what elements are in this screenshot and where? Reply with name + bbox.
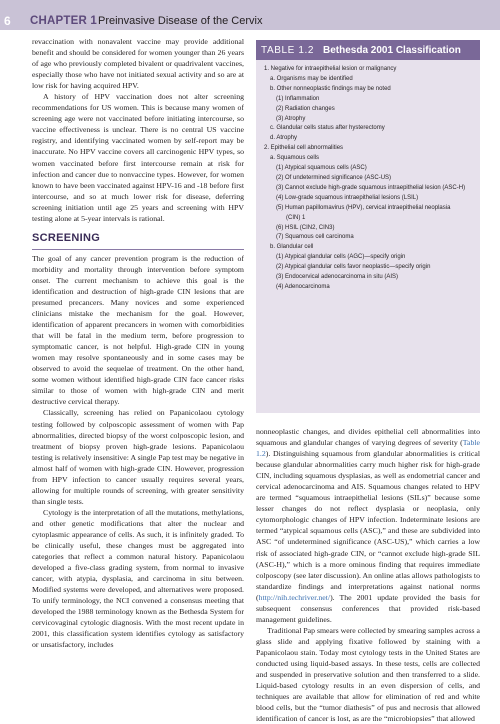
table-label: TABLE 1.2 [261, 45, 315, 56]
left-column [32, 36, 244, 650]
table-item: (CIN) 1 [286, 214, 306, 221]
table-item: b. Glandular cell [270, 244, 314, 251]
table-item: (3) Atrophy [276, 115, 306, 122]
paragraph: Cytology is the interpretation of all the mutations, methylations, and other genetic modifications that alter the nuclear and cytoplasmic appearance of cells. As such, it is infinitely graded. To be clinically useful, these changes must be aggregated into categories that reflect a common natural history. Papanicolaou developed a five-class grading system, from normal to invasive cancer, with atypia, dysplasia, and carcinoma in situ between. Modified systems were developed, and alternatives were proposed. To unify terminology, the NCI convened a consensus meeting that developed the 1988 terminology known as the Bethesda System for cervicovaginal cytologic diagnosis. With the most recent update in 2001, this classification system identifies cytology as satisfactory or unsatisfactory, includes [32, 507, 244, 650]
table-list [264, 65, 476, 293]
paragraph [256, 426, 480, 625]
table-header [256, 40, 480, 60]
paragraph: A history of HPV vaccination does not alter screening recommendations for US women. This is because many women of screening age were not vaccinated before initiating intercourse, so vaccine effectiveness is unclear. There is no central US vaccine registry, and identifying vaccinated women by self-report may be inaccurate. No HPV vaccine covers all carcinogenic HPV types, so women vaccinated before first intercourse remain at risk for infection and cancer due to nonvaccine types. However, for women known to have been vaccinated against HPV-16 and -18 before first intercourse, and so at much lower risk for disease, deferring screening initiation until age 25 years and screening with HPV testing alone at 5-year intervals is rational. [32, 92, 244, 223]
table-item: (1) Atypical squamous cells (ASC) [276, 165, 367, 172]
section-rule [32, 249, 244, 250]
chapter-label: CHAPTER 1 [30, 15, 97, 27]
table-item: a. Squamous cells [270, 155, 320, 162]
table-item: (4) Low-grade squamous intraepithelial lesions (LSIL) [276, 194, 419, 201]
table-item: c. Glandular cells status after hysterectomy [270, 125, 385, 132]
table-item: b. Other nonneoplastic findings may be noted [270, 85, 391, 92]
text-run: ). Distinguishing squamous from glandular abnormalities is critical because glandular abnormalities carry much higher risk for high-grade CIN, including squamous dysplasias, as well as endometrial cancer and cervical adenocarcinoma and AIS. Squamous changes related to HPV are termed “squamous intraepithelial lesions (SILs)” because some lesser changes do not reflect dysplasia or neoplasia, only cytomorphologic changes of HPV infection. Indeterminate lesions are termed “atypical squamous cells (ASC),” and these are subdivided into ASC “of undetermined significance (ASC-US),” which carries a low risk of associated high-grade CIN, or “cannot exclude high-grade SIL (ASC-H),” which is a more ominous finding that requires immediate colposcopy (see later discussion). An online atlas allows pathologists to standardize findings and interpretations against national norms ( [256, 449, 480, 602]
table-item: (3) Cannot exclude high-grade squamous intraepithelial lesion (ASC-H) [276, 184, 466, 191]
table-item: (2) Atypical glandular cells favor neoplastic—specify origin [276, 264, 431, 271]
chapter-title: Preinvasive Disease of the Cervix [98, 15, 263, 27]
bethesda-table [256, 40, 480, 413]
table-item: (1) Inflammation [276, 95, 320, 102]
paragraph: The goal of any cancer prevention program is the reduction of morbidity and mortality through intervention before symptom onset. The current mechanism to achieve this goal is the identification and destruction of high-grade CIN lesions that are presumed precancers. Many novices and some experienced clinicians mistake the mechanism for the goal. However, identification of apparent precancers in women with comorbidities that will be fatal in the medium term, before progression to symptomatic cancer, is not helpful. High-grade CIN in young women may resolve spontaneously and in some cases may be observed to avoid the sequelae of treatment. On the other hand, some women without identified high-grade CIN face cancer risks similar to those of women with high-grade CIN and merit destructive cervical therapy. [32, 253, 244, 407]
paragraph: Classically, screening has relied on Papanicolaou cytology testing followed by colposcopic assessment of women with Pap abnormalities, directed biopsy of the worst colposcopic lesion, and treatment of biopsy proven high-grade lesions. Papanicolaou testing is relatively insensitive: A single Pap test may be negative in almost half of women with high-grade CIN. However, progression from HPV infection to cancer usually requires several years, allowing for multiple rounds of screening, with greater sensitivity than single tests. [32, 408, 244, 506]
page-number: 6 [4, 14, 11, 28]
table-item: (2) Of undetermined significance (ASC-US) [276, 174, 392, 181]
text-run: ). The 2001 update provided the basis for subsequent consensus conferences that provided risk-based management guidelines. [256, 592, 480, 624]
table-item: (3) Endocervical adenocarcinoma in situ (AIS) [276, 274, 399, 281]
table-item: (2) Radiation changes [276, 105, 335, 112]
page-header [0, 0, 500, 30]
table-item: 1. Negative for intraepithelial lesion or malignancy [264, 66, 397, 72]
table-item: (7) Squamous cell carcinoma [276, 234, 354, 241]
table-item: (1) Atypical glandular cells (AGC)—specify origin [276, 254, 406, 261]
table-item: (5) Human papillomavirus (HPV), cervical intraepithelial neoplasia [276, 204, 451, 211]
table-item: d. Atrophy [270, 135, 298, 142]
table-item: (6) HSIL (CIN2, CIN3) [276, 224, 335, 231]
table-item: a. Organisms may be identified [270, 75, 353, 82]
paragraph: revaccination with nonavalent vaccine may provide additional benefit and should be considered for women younger than 26 years of age who previously completed bivalent or quadrivalent vaccines, especially those who have not initiated sexual activity and so are at low risk for having acquired HPV. [32, 37, 244, 91]
table-title: Bethesda 2001 Classification [323, 45, 461, 56]
paragraph: Traditional Pap smears were collected by smearing samples across a glass slide and applying fixative followed by staining with a Papanicolaou stain. Today most cytology tests in the United States are conducted using liquid-based assays. In these tests, cells are collected and suspended in preservative solution and then transferred to a slide. Liquid-based cytology results in an even dispersion of cells, and techniques are available that allow for elimination of red and white blood cells, but the “tumor diathesis” of pus and necrosis that allowed identification of cancer is lost, as are the “microbiopsies” that allowed [256, 625, 480, 724]
section-heading: SCREENING [32, 231, 101, 244]
table-item: 2. Epithelial cell abnormalities [264, 145, 344, 152]
table-link[interactable]: Table 1.2 [256, 438, 480, 459]
right-column [256, 426, 480, 724]
table-item: (4) Adenocarcinoma [276, 283, 330, 290]
text-run: nonneoplastic changes, and divides epithelial cell abnormalities into squamous and glandular changes of varying degrees of severity ( [256, 427, 480, 448]
atlas-url-link[interactable]: http://nih.techriver.net/ [258, 592, 331, 602]
